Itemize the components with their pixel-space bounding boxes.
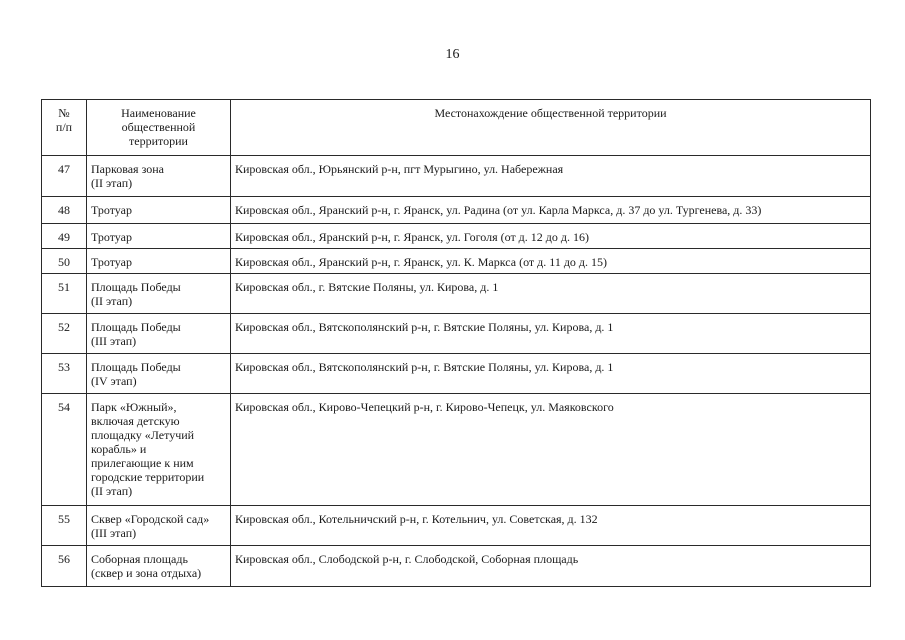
row-name: Соборная площадь (сквер и зона отдыха) [87,546,231,587]
row-location: Кировская обл., Юрьянский р-н, пгт Мурыгино, ул. Набережная [231,156,871,197]
row-number: 53 [42,354,87,394]
row-location: Кировская обл., г. Вятские Поляны, ул. Кирова, д. 1 [231,274,871,314]
row-location: Кировская обл., Котельничский р-н, г. Котельнич, ул. Советская, д. 132 [231,506,871,546]
table-row [42,354,871,394]
row-name: Площадь Победы (IV этап) [87,354,231,394]
table-row [42,224,871,249]
row-number: 50 [42,249,87,274]
row-location: Кировская обл., Яранский р-н, г. Яранск, ул. Гоголя (от д. 12 до д. 16) [231,224,871,249]
row-location: Кировская обл., Слободской р-н, г. Слободской, Соборная площадь [231,546,871,587]
table-row [42,156,871,197]
table-row [42,506,871,546]
table-row [42,197,871,224]
table-row [42,314,871,354]
header-location: Местонахождение общественной территории [231,100,871,156]
table-row [42,249,871,274]
row-name: Тротуар [87,249,231,274]
table-row [42,394,871,506]
row-number: 47 [42,156,87,197]
row-number: 56 [42,546,87,587]
row-name: Тротуар [87,197,231,224]
row-name: Парковая зона (II этап) [87,156,231,197]
header-name: Наименование общественной территории [87,100,231,156]
row-number: 48 [42,197,87,224]
row-location: Кировская обл., Кирово-Чепецкий р-н, г. Кирово-Чепецк, ул. Маяковского [231,394,871,506]
row-number: 54 [42,394,87,506]
row-location: Кировская обл., Вятскополянский р-н, г. Вятские Поляны, ул. Кирова, д. 1 [231,354,871,394]
table-row [42,546,871,587]
row-location: Кировская обл., Яранский р-н, г. Яранск, ул. К. Маркса (от д. 11 до д. 15) [231,249,871,274]
row-name: Площадь Победы (III этап) [87,314,231,354]
row-location: Кировская обл., Яранский р-н, г. Яранск, ул. Радина (от ул. Карла Маркса, д. 37 до ул. Тургенева, д. 33) [231,197,871,224]
table-header-row [42,100,871,156]
row-location: Кировская обл., Вятскополянский р-н, г. Вятские Поляны, ул. Кирова, д. 1 [231,314,871,354]
table-row [42,274,871,314]
page-number: 16 [445,47,460,62]
territory-table [41,99,871,587]
header-number: № п/п [42,100,87,156]
row-name: Сквер «Городской сад» (III этап) [87,506,231,546]
row-number: 49 [42,224,87,249]
row-name: Тротуар [87,224,231,249]
row-number: 52 [42,314,87,354]
row-name: Парк «Южный», включая детскую площадку «Летучий корабль» и прилегающие к ним городские территории (II этап) [87,394,231,506]
row-name: Площадь Победы (II этап) [87,274,231,314]
row-number: 51 [42,274,87,314]
row-number: 55 [42,506,87,546]
